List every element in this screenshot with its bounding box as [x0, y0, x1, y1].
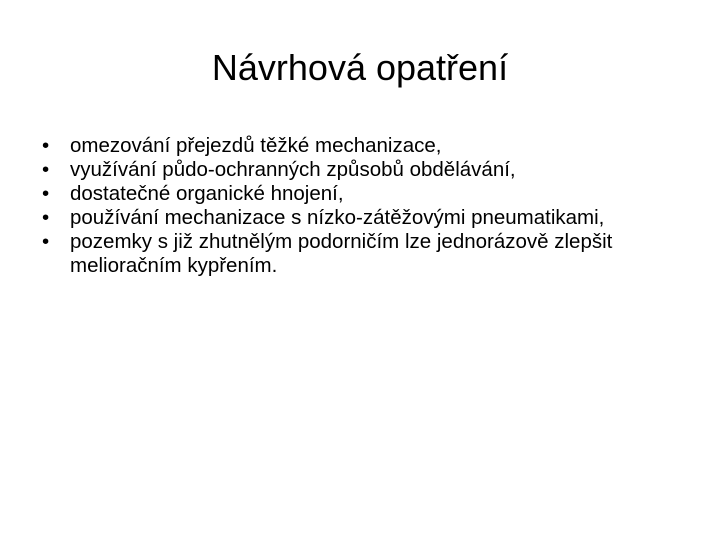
list-item — [42, 158, 682, 182]
list-item — [42, 182, 682, 206]
bullet-icon: • — [42, 182, 50, 205]
slide-title: Návrhová opatření — [211, 47, 509, 88]
bullet-text: používání mechanizace s nízko-zátěžovými pneumatikami, — [70, 206, 605, 229]
list-item — [42, 230, 682, 278]
bullet-text: pozemky s již zhutnělým podorničím lze jednorázově zlepšit melioračním kypřením. — [70, 230, 613, 277]
list-item — [42, 206, 682, 230]
bullet-text: omezování přejezdů těžké mechanizace, — [70, 134, 442, 157]
list-item — [42, 134, 682, 158]
bullet-text: dostatečné organické hnojení, — [70, 182, 344, 205]
bullet-icon: • — [42, 158, 50, 181]
bullet-text: využívání půdo-ochranných způsobů obdělávání, — [70, 158, 516, 181]
bullet-icon: • — [42, 134, 50, 157]
bullet-icon: • — [42, 230, 50, 253]
bullet-icon: • — [42, 206, 50, 229]
bullet-list — [42, 134, 682, 278]
